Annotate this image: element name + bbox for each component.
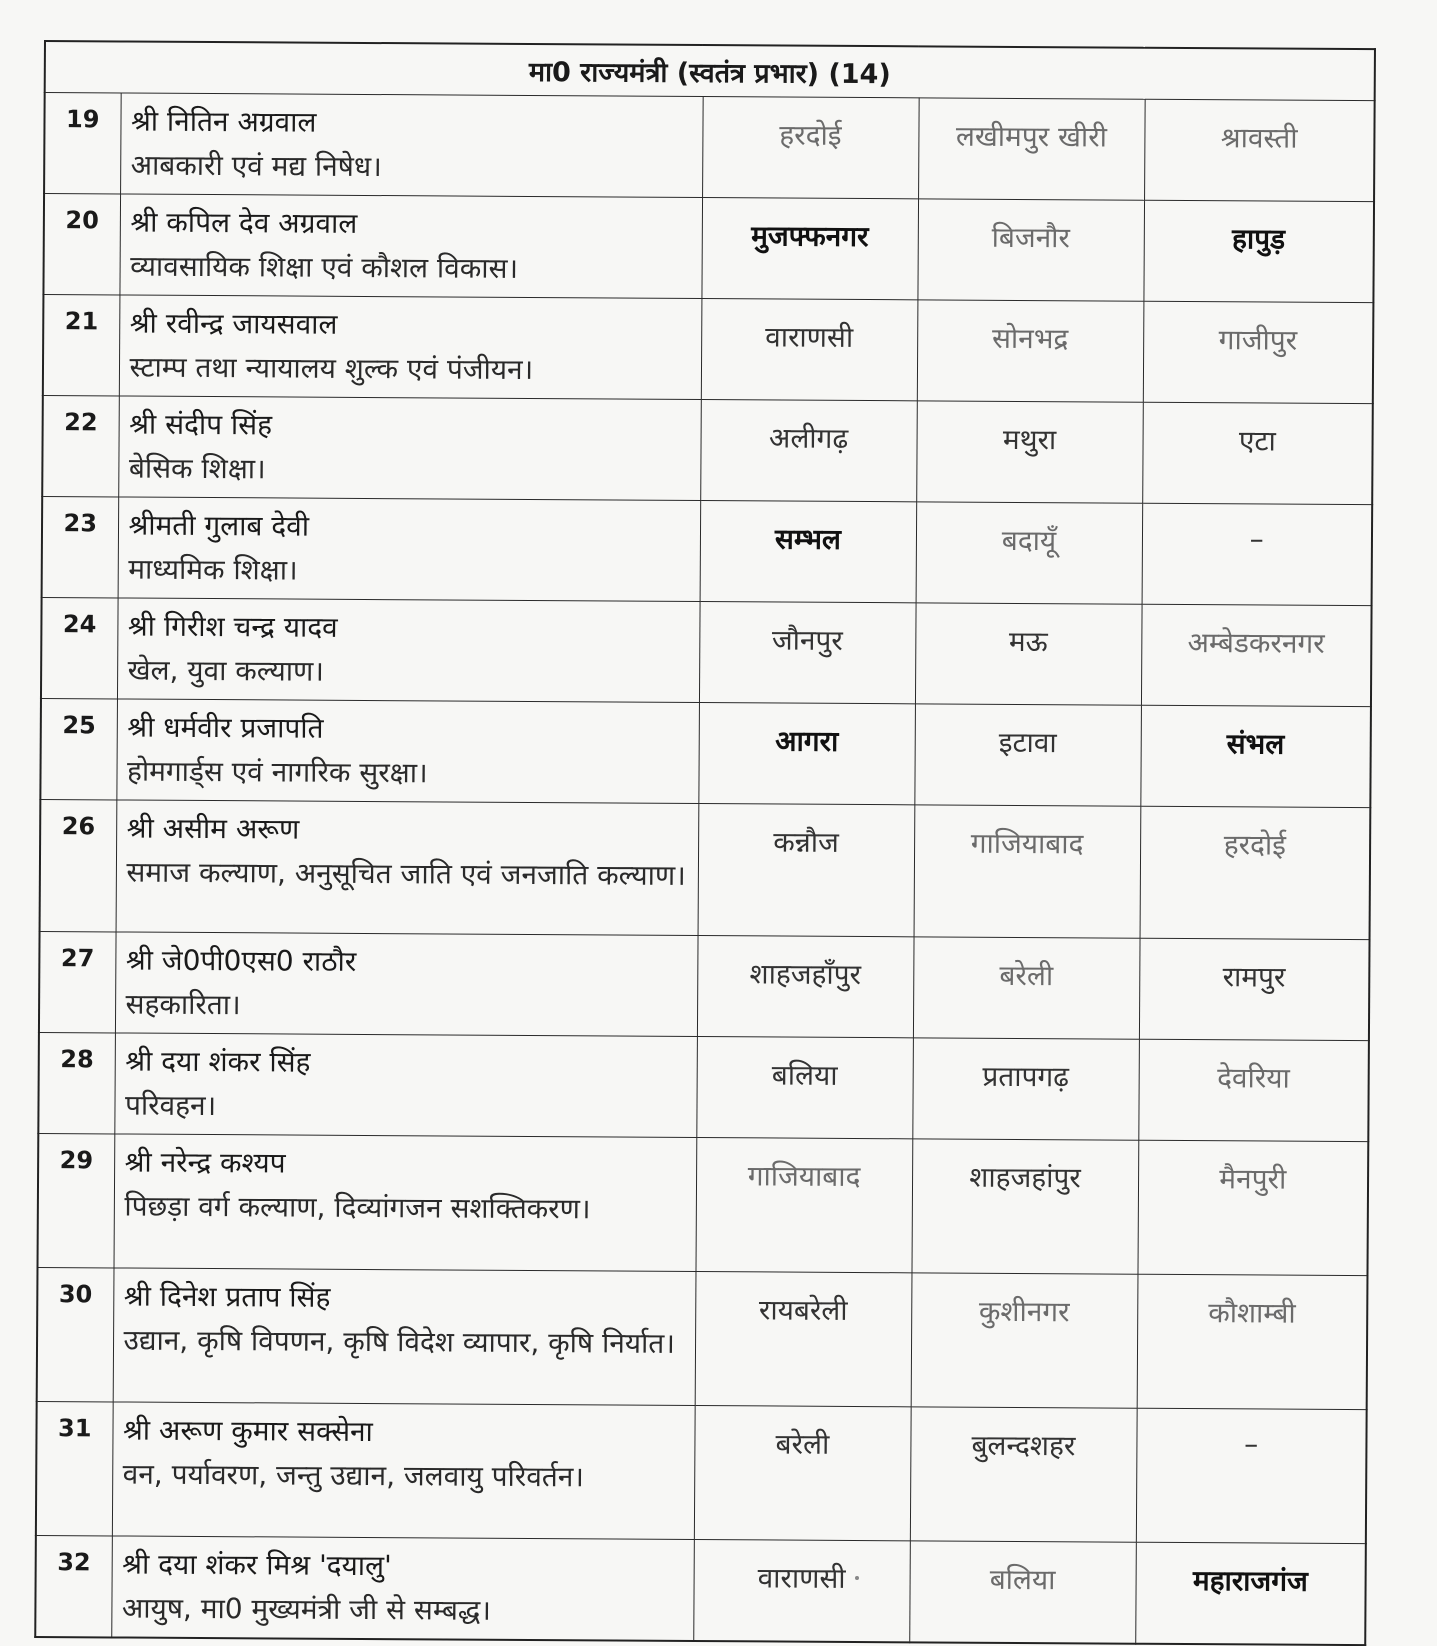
minister-name: श्री जे0पी0एस0 राठौर [125,943,357,978]
minister-department: बेसिक शिक्षा। [128,451,266,486]
table-row [43,194,1374,303]
table-row [35,1535,1366,1645]
serial-number: 31 [36,1401,113,1535]
district-3: – [1142,503,1373,605]
minister-name: श्री धर्मवीर प्रजापति [127,710,324,745]
minister-cell [118,497,701,602]
serial-number: 28 [38,1032,115,1133]
district-2: मऊ [915,603,1142,705]
minister-name: श्री संदीप सिंह [129,407,273,442]
district-1: सम्भल [700,501,917,603]
table-header-row [45,41,1375,101]
district-1: वाराणसी [693,1539,910,1642]
minister-cell [120,93,703,198]
table-row [36,1401,1367,1543]
minister-cell [116,699,699,804]
district-2: प्रतापगढ़ [912,1038,1139,1140]
table-row [43,295,1374,404]
table-row [42,395,1373,504]
district-1: अलीगढ़ [700,400,917,502]
district-1: आगरा [698,703,915,805]
district-2: बदायूँ [916,502,1143,604]
minister-name: श्री दया शंकर मिश्र 'दयालु' [122,1547,392,1583]
serial-number: 25 [40,698,117,799]
minister-cell [112,1402,695,1540]
minister-department: आबकारी एवं मद्य निषेध। [130,148,382,184]
district-2: बिजनौर [917,199,1144,301]
district-3: संभल [1140,705,1371,807]
minister-name: श्री नरेन्द्र कश्यप [124,1145,286,1180]
minister-cell [114,1134,697,1272]
minister-cell [119,194,702,299]
minister-name: श्री अरूण कुमार सक्सेना [122,1413,373,1449]
district-3: रामपुर [1139,938,1370,1040]
district-3: – [1136,1408,1367,1543]
minister-department: खेल, युवा कल्याण। [127,653,325,688]
minister-department: होमगार्ड्स एवं नागरिक सुरक्षा। [126,754,428,790]
district-1: कन्नौज [698,804,915,937]
district-2: बुलन्दशहर [910,1407,1137,1542]
minister-department: व्यावसायिक शिक्षा एवं कौशल विकास। [130,249,519,285]
table-row [37,1267,1368,1409]
table-row [40,799,1371,939]
minister-name: श्री दया शंकर सिंह [125,1044,311,1079]
district-1: बलिया [696,1037,913,1139]
district-3: देवरिया [1138,1039,1369,1141]
minister-department: परिवहन। [124,1088,217,1123]
serial-number: 23 [42,496,119,597]
minister-cell [115,932,698,1037]
table-row [42,496,1373,605]
minister-department: आयुष, मा0 मुख्यमंत्री जी से सम्बद्ध। [121,1591,492,1627]
minister-cell [113,1268,696,1406]
district-1: वाराणसी [701,299,918,401]
minister-name: श्री नितिन अग्रवाल [130,104,317,139]
district-2: मथुरा [916,401,1143,503]
table-row [41,597,1372,706]
minister-name: श्री कपिल देव अग्रवाल [130,205,358,240]
minister-department: सहकारिता। [125,987,241,1022]
minister-cell [116,800,699,936]
table-row [40,698,1371,807]
district-2: शाहजहांपुर [911,1139,1138,1274]
district-3: अम्बेडकरनगर [1141,604,1372,706]
district-1: मुजफ्फनगर [701,198,918,300]
district-1: गाजियाबाद [695,1138,912,1273]
district-3: गाजीपुर [1143,301,1374,403]
serial-number: 24 [41,597,118,698]
ministers-table [34,40,1376,1646]
district-2: इटावा [914,704,1141,806]
minister-cell [114,1033,697,1138]
minister-cell [119,295,702,400]
serial-number: 19 [44,93,121,194]
district-1: जौनपुर [699,602,916,704]
district-1: बरेली [694,1406,911,1541]
district-3: श्रावस्ती [1144,99,1375,201]
table-row [44,93,1375,202]
table-title: मा0 राज्यमंत्री (स्वतंत्र प्रभार) (14) [45,41,1375,101]
district-3: हापुड़ [1143,200,1374,302]
minister-department: उद्यान, कृषि विपणन, कृषि विदेश व्यापार, कृषि निर्यात। [123,1323,676,1360]
minister-name: श्री गिरीश चन्द्र यादव [127,609,338,644]
scan-speck [855,1576,859,1580]
minister-name: श्रीमती गुलाब देवी [128,508,310,543]
minister-department: पिछड़ा वर्ग कल्याण, दिव्यांगजन सशक्तिकरण। [124,1189,591,1226]
serial-number: 32 [35,1535,112,1637]
serial-number: 30 [37,1267,114,1401]
district-2: सोनभद्र [917,300,1144,402]
table-row [38,1133,1369,1275]
document-sheet [34,40,1374,1646]
district-2: बरेली [913,937,1140,1039]
minister-department: माध्यमिक शिक्षा। [128,552,298,587]
minister-name: श्री असीम अरूण [126,811,300,846]
serial-number: 29 [38,1133,115,1267]
minister-department: स्टाम्प तथा न्यायालय शुल्क एवं पंजीयन। [129,350,534,386]
minister-department: समाज कल्याण, अनुसूचित जाति एवं जनजाति कल्याण। [126,855,686,892]
district-2: लखीमपुर खीरी [918,98,1145,200]
minister-cell [117,598,700,703]
serial-number: 21 [43,295,120,396]
district-2: बलिया [909,1541,1136,1644]
serial-number: 20 [43,194,120,295]
serial-number: 27 [39,931,116,1032]
table-row [39,931,1370,1040]
minister-name: श्री दिनेश प्रताप सिंह [123,1279,331,1314]
district-3: महाराजगंज [1135,1542,1366,1645]
district-3: मैनपुरी [1137,1140,1368,1275]
serial-number: 26 [40,799,117,931]
district-3: कौशाम्बी [1137,1274,1368,1409]
district-1: रायबरेली [695,1272,912,1407]
district-3: एटा [1142,402,1373,504]
district-1: शाहजहाँपुर [697,936,914,1038]
minister-cell [118,396,701,501]
district-1: हरदोई [702,97,919,199]
district-3: हरदोई [1140,806,1371,939]
district-2: गाजियाबाद [914,805,1141,938]
table-row [38,1032,1369,1141]
minister-name: श्री रवीन्द्र जायसवाल [129,306,338,341]
minister-cell [111,1536,694,1641]
district-2: कुशीनगर [911,1273,1138,1408]
serial-number: 22 [42,395,119,496]
minister-department: वन, पर्यावरण, जन्तु उद्यान, जलवायु परिवर्तन। [122,1457,585,1494]
